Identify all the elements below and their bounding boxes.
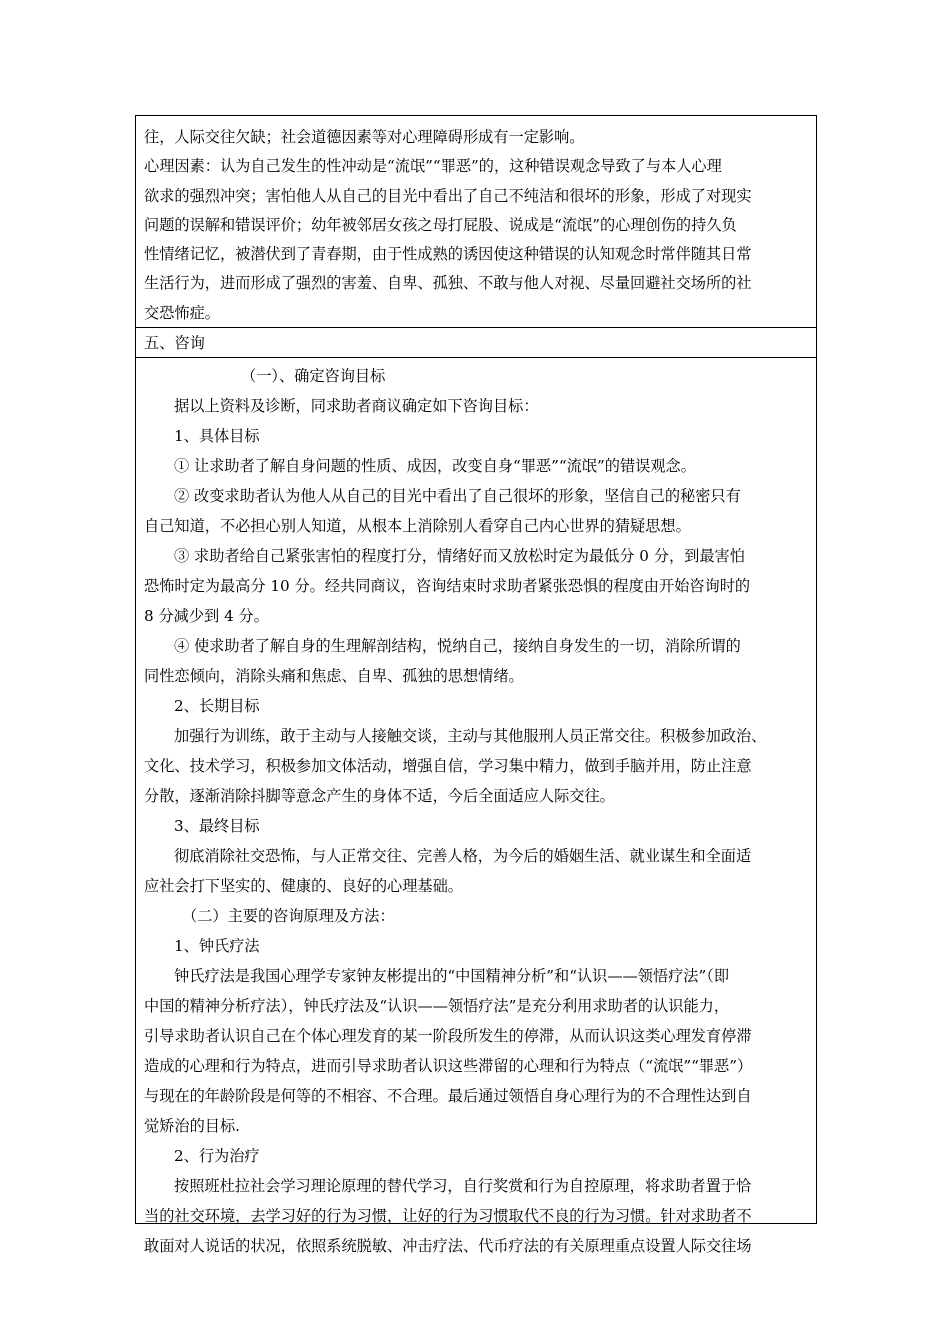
text-line: 与现在的年龄阶段是何等的不相容、不合理。最后通过领悟自身心理行为的不合理性达到自 xyxy=(144,1087,752,1105)
text-line: 1、钟氏疗法 xyxy=(174,937,260,955)
text-line: （二）主要的咨询原理及方法： xyxy=(182,907,395,925)
text-line: 8 分减少到 4 分。 xyxy=(144,607,269,625)
text-line: 往，人际交往欠缺；社会道德因素等对心理障碍形成有一定影响。 xyxy=(144,128,585,146)
text-line: ③ 求助者给自己紧张害怕的程度打分，情绪好而又放松时定为最低分 0 分，到最害怕 xyxy=(174,547,745,565)
text-line: 应社会打下坚实的、健康的、良好的心理基础。 xyxy=(144,877,463,895)
text-line: 文化、技术学习，积极参加文体活动，增强自信，学习集中精力，做到手脑并用，防止注意 xyxy=(144,757,752,775)
text-line: 问题的误解和错误评价；幼年被邻居女孩之母打屁股、说成是“流氓”的心理创伤的持久负 xyxy=(144,215,737,234)
text-line: 同性恋倾向，消除头痛和焦虑、自卑、孤独的思想情绪。 xyxy=(144,667,524,685)
text-line: 引导求助者认识自己在个体心理发育的某一阶段所发生的停滞，从而认识这类心理发育停滞 xyxy=(144,1027,752,1045)
text-line: ① 让求助者了解自身问题的性质、成因，改变自身“罪恶”“流氓”的错误观念。 xyxy=(174,457,696,475)
consultation-cell xyxy=(136,361,816,1255)
content-table xyxy=(135,115,817,1255)
text-line: 敢面对人说话的状况，依照系统脱敏、冲击疗法、代币疗法的有关原理重点设置人际交往场 xyxy=(144,1237,752,1255)
text-line: 自己知道，不必担心别人知道，从根本上消除别人看穿自己内心世界的猜疑思想。 xyxy=(144,517,691,535)
text-line: 钟氏疗法是我国心理学专家钟友彬提出的“中国精神分析”和“认识——领悟疗法”（即 xyxy=(174,967,730,985)
text-line: 分散，逐渐消除抖脚等意念产生的身体不适，今后全面适应人际交往。 xyxy=(144,787,615,805)
section-heading: 五、咨询 xyxy=(144,334,205,352)
text-line: ② 改变求助者认为他人从自己的目光中看出了自己很坏的形象，坚信自己的秘密只有 xyxy=(174,487,741,505)
psychological-factors-cell xyxy=(136,123,816,328)
text-line: 觉矫治的目标. xyxy=(144,1117,240,1135)
text-line: 加强行为训练，敢于主动与人接触交谈，主动与其他服刑人员正常交往。积极参加政治、 xyxy=(174,727,767,745)
text-line: 心理因素：认为自己发生的性冲动是“流氓”“罪恶”的，这种错误观念导致了与本人心理 xyxy=(144,157,722,176)
text-line: 性情绪记忆，被潜伏到了青春期，由于性成熟的诱因使这种错误的认知观念时常伴随其日常 xyxy=(144,245,752,264)
text-line: （一）、确定咨询目标 xyxy=(241,367,386,385)
text-line: 1、具体目标 xyxy=(174,427,260,445)
text-line: 2、长期目标 xyxy=(174,697,260,715)
text-line: 据以上资料及诊断，同求助者商议确定如下咨询目标： xyxy=(174,397,539,415)
text-line: 中国的精神分析疗法），钟氏疗法及“认识——领悟疗法”是充分利用求助者的认识能力， xyxy=(144,997,730,1015)
text-line: 彻底消除社交恐怖，与人正常交往、完善人格，为今后的婚姻生活、就业谋生和全面适 xyxy=(174,847,752,865)
text-line: 生活行为，进而形成了强烈的害羞、自卑、孤独、不敢与他人对视、尽量回避社交场所的社 xyxy=(144,274,752,293)
text-line: 恐怖时定为最高分 10 分。经共同商议，咨询结束时求助者紧张恐惧的程度由开始咨询时的 xyxy=(144,577,751,595)
text-line: ④ 使求助者了解自身的生理解剖结构，悦纳自己，接纳自身发生的一切，消除所谓的 xyxy=(174,637,741,655)
text-line: 欲求的强烈冲突；害怕他人从自己的目光中看出了自己不纯洁和很坏的形象，形成了对现实 xyxy=(144,186,752,205)
text-line: 2、行为治疗 xyxy=(174,1147,260,1165)
text-line: 3、最终目标 xyxy=(174,817,260,835)
text-line: 交恐怖症。 xyxy=(144,303,220,322)
text-line: 当的社交环境，去学习好的行为习惯，让好的行为习惯取代不良的行为习惯。针对求助者不 xyxy=(144,1207,752,1225)
section-heading-cell xyxy=(136,328,816,358)
text-line: 按照班杜拉社会学习理论原理的替代学习，自行奖赏和行为自控原理，将求助者置于恰 xyxy=(174,1177,752,1195)
text-line: 造成的心理和行为特点，进而引导求助者认识这些滞留的心理和行为特点（“流氓”“罪恶”） xyxy=(144,1057,753,1075)
